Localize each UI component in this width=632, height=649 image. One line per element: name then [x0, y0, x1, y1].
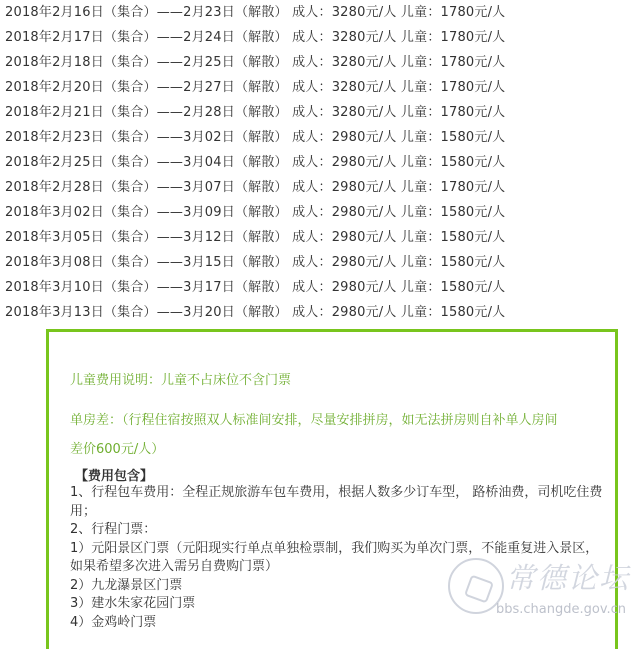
date-separator: ——	[156, 280, 184, 295]
adult-price: 成人：3280元/人	[292, 105, 397, 120]
adult-price: 成人：2980元/人	[292, 205, 397, 220]
child-price: 儿童：1780元/人	[400, 30, 506, 45]
watermark-url: bbs.changde.gov.cn	[496, 602, 627, 617]
start-date: 2018年2月20日	[5, 80, 104, 95]
adult-price: 成人：2980元/人	[292, 180, 397, 195]
schedule-row	[5, 150, 625, 175]
end-tag: （解散）	[234, 55, 288, 70]
start-date: 2018年3月05日	[5, 230, 104, 245]
end-tag: （解散）	[234, 80, 288, 95]
start-tag: （集合）	[103, 5, 157, 20]
date-separator: ——	[156, 155, 184, 170]
fee-included-item: 1、行程包车费用：全程正规旅游车包车费用，根据人数多少订车型， 路桥油费，司机吃住费用；	[70, 485, 603, 519]
child-price: 儿童：1780元/人	[400, 5, 506, 20]
end-date: 2月23日	[183, 5, 235, 20]
start-tag: （集合）	[103, 105, 157, 120]
child-price: 儿童：1780元/人	[400, 55, 506, 70]
end-date: 2月27日	[183, 80, 235, 95]
child-price: 儿童：1780元/人	[400, 180, 506, 195]
start-tag: （集合）	[103, 180, 157, 195]
date-separator: ——	[156, 205, 184, 220]
start-tag: （集合）	[103, 305, 157, 320]
schedule-row	[5, 250, 625, 275]
end-tag: （解散）	[234, 230, 288, 245]
start-date: 2018年2月18日	[5, 55, 104, 70]
child-price: 儿童：1580元/人	[400, 130, 506, 145]
child-price: 儿童：1780元/人	[400, 80, 506, 95]
fee-included-item: 3）建水朱家花园门票	[70, 596, 196, 611]
date-separator: ——	[156, 230, 184, 245]
date-separator: ——	[156, 80, 184, 95]
end-date: 3月07日	[183, 180, 235, 195]
fee-included-item: 4）金鸡岭门票	[70, 614, 157, 630]
start-tag: （集合）	[103, 230, 157, 245]
date-separator: ——	[156, 180, 184, 195]
start-date: 2018年2月25日	[5, 155, 104, 170]
watermark-title: 常德论坛	[506, 561, 631, 595]
start-tag: （集合）	[103, 255, 157, 270]
date-separator: ——	[156, 305, 184, 320]
adult-price: 成人：3280元/人	[292, 55, 397, 70]
schedule-row	[5, 275, 625, 300]
adult-price: 成人：3280元/人	[292, 30, 397, 45]
end-date: 2月28日	[183, 105, 235, 120]
single-room-note-cont: 差价600元/人）	[70, 442, 165, 457]
child-price: 儿童：1580元/人	[400, 155, 506, 170]
adult-price: 成人：3280元/人	[292, 80, 397, 95]
end-tag: （解散）	[234, 280, 288, 295]
start-tag: （集合）	[103, 155, 157, 170]
start-date: 2018年2月16日	[5, 5, 104, 20]
end-tag: （解散）	[234, 155, 288, 170]
schedule-row	[5, 0, 625, 25]
end-tag: （解散）	[234, 105, 288, 120]
end-tag: （解散）	[234, 30, 288, 45]
end-date: 3月12日	[183, 230, 235, 245]
end-tag: （解散）	[234, 205, 288, 220]
schedule-row	[5, 300, 625, 325]
end-date: 3月15日	[183, 255, 235, 270]
schedule-row	[5, 175, 625, 200]
start-date: 2018年2月28日	[5, 180, 104, 195]
fee-included-item: 2）九龙瀑景区门票	[70, 577, 183, 593]
end-tag: （解散）	[234, 180, 288, 195]
schedule-row	[5, 25, 625, 50]
child-price: 儿童：1580元/人	[400, 280, 506, 295]
end-date: 3月17日	[183, 280, 235, 295]
start-date: 2018年3月13日	[5, 305, 104, 320]
end-tag: （解散）	[234, 130, 288, 145]
date-separator: ——	[156, 5, 184, 20]
start-date: 2018年2月23日	[5, 130, 104, 145]
child-price: 儿童：1580元/人	[400, 230, 506, 245]
end-date: 3月02日	[183, 130, 235, 145]
start-tag: （集合）	[103, 55, 157, 70]
child-price: 儿童：1780元/人	[400, 105, 506, 120]
adult-price: 成人：2980元/人	[292, 255, 397, 270]
start-tag: （集合）	[103, 30, 157, 45]
end-tag: （解散）	[234, 5, 288, 20]
child-price: 儿童：1580元/人	[400, 205, 506, 220]
end-date: 3月09日	[183, 205, 235, 220]
end-tag: （解散）	[234, 305, 288, 320]
schedule-row	[5, 125, 625, 150]
schedule-row	[5, 75, 625, 100]
start-tag: （集合）	[103, 205, 157, 220]
schedule-row	[5, 225, 625, 250]
single-room-note: 单房差：（行程住宿按照双人标准间安排，尽量安排拼房，如无法拼房则自补单人房间	[70, 413, 558, 428]
start-date: 2018年3月02日	[5, 205, 104, 220]
start-date: 2018年2月17日	[5, 30, 104, 45]
date-separator: ——	[156, 30, 184, 45]
schedule-row	[5, 50, 625, 75]
adult-price: 成人：3280元/人	[292, 5, 397, 20]
adult-price: 成人：2980元/人	[292, 280, 397, 295]
date-separator: ——	[156, 255, 184, 270]
adult-price: 成人：2980元/人	[292, 130, 397, 145]
adult-price: 成人：2980元/人	[292, 230, 397, 245]
fee-included-item: 2、行程门票：	[70, 522, 157, 537]
adult-price: 成人：2980元/人	[292, 155, 397, 170]
fee-included-title: 【费用包含】	[75, 469, 154, 484]
schedule-row	[5, 100, 625, 125]
child-price: 儿童：1580元/人	[400, 255, 506, 270]
forum-watermark	[440, 552, 630, 629]
start-tag: （集合）	[103, 280, 157, 295]
schedule-row	[5, 200, 625, 225]
start-date: 2018年3月08日	[5, 255, 104, 270]
end-date: 3月04日	[183, 155, 235, 170]
date-separator: ——	[156, 130, 184, 145]
child-fee-note: 儿童费用说明：儿童不占床位不含门票	[70, 373, 292, 388]
start-date: 2018年2月21日	[5, 105, 104, 120]
adult-price: 成人：2980元/人	[292, 305, 397, 320]
start-tag: （集合）	[103, 80, 157, 95]
end-tag: （解散）	[234, 255, 288, 270]
start-tag: （集合）	[103, 130, 157, 145]
start-date: 2018年3月10日	[5, 280, 104, 295]
fee-included-item: 1）元阳景区门票（元阳现实行单点单独检票制，我们购买为单次门票，不能重复进入景区，如果希望多次进入需另自费购门票）	[70, 540, 599, 574]
end-date: 2月25日	[183, 55, 235, 70]
date-separator: ——	[156, 55, 184, 70]
date-separator: ——	[156, 105, 184, 120]
child-price: 儿童：1580元/人	[400, 305, 506, 320]
departure-schedule	[5, 0, 625, 325]
end-date: 2月24日	[183, 30, 235, 45]
end-date: 3月20日	[183, 305, 235, 320]
